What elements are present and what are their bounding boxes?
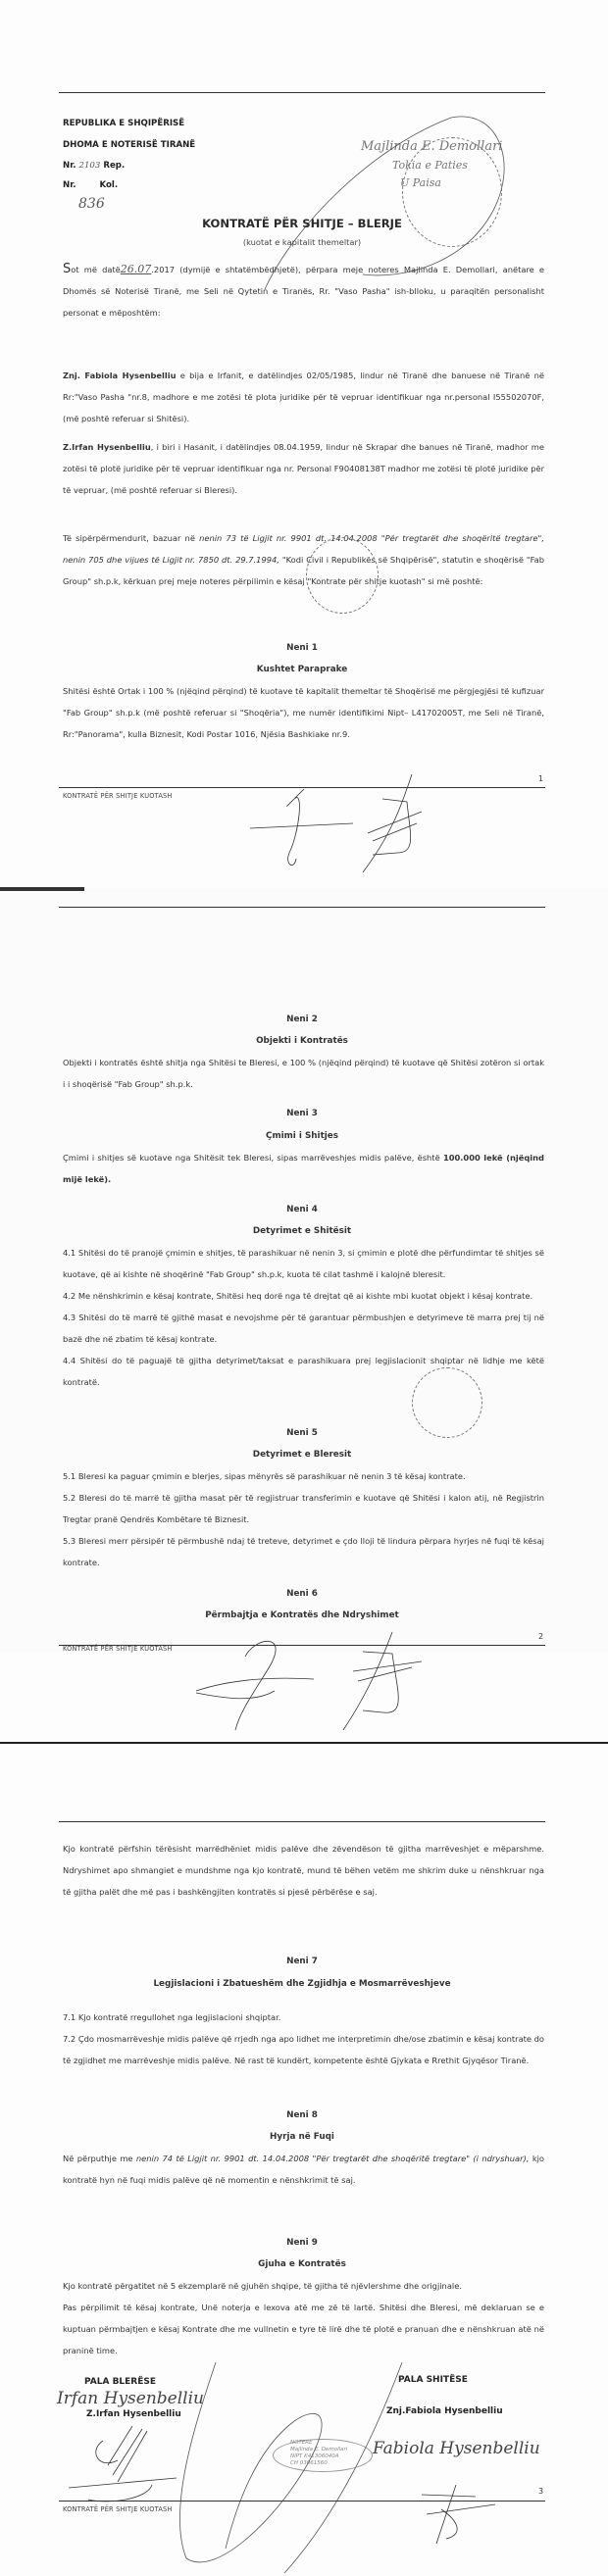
article-6-text: Kjo kontratë përfshin tërësisht marrëdhëniet midis palëve dhe zëvendëson të gjitha marrëveshjet e mëparshme. Ndryshimet apo shmangiet e mundshme nga kjo kontratë, mund të bëhen vetëm me shkrim duke u nënshkruar nga të gjitha palët dhe më pas i bashkëngjiten kontratës si pjesë përbërëse e saj.: [63, 1844, 544, 1897]
seller-name: Znj. Fabiola Hysenbelliu: [63, 371, 177, 380]
basis-post: "Kodi Civil i Republikës së Shqipërisë", statutin e shoqërisë "Fab Group" sh.p.k, kërkuan prej meje noteres përpilimin e kësaj "Kontrate për shitje kuotash" si më poshtë:: [63, 555, 544, 586]
article-1-text: Shitësi është Ortak i 100 % (njëqind përqind) të kuotave të kapitalit themeltar të Shoqërisë me përgjegjësi të kufizuar "Fab Group" sh.p.k (më poshtë referuar si "Shoqëria"), me numër identifikimi Nipt– L41702005T, me Seli në Tiranë, Rr:"Panorama", kulla Biznesit, Kodi Postar 1016, Njësia Bashkiake nr.9.: [63, 686, 544, 739]
stamp-line: Majlinda E. Demollari: [290, 2447, 348, 2452]
clause-4-4: 4.4 Shitësi do të paguajë të gjitha detyrimet/taksat e parashikuara prej legjislacionit shqiptar në lidhje me këtë kontratë.: [63, 1356, 544, 1387]
page-1: [0, 0, 608, 887]
stamp-line: NOTERE: [290, 2440, 313, 2446]
buyer-party-paragraph: [63, 436, 544, 501]
seller-initials: [417, 2485, 525, 2544]
legal-basis-paragraph: [63, 527, 544, 592]
article-9-number: Neni 9: [286, 2238, 318, 2248]
footer-rule: [59, 2501, 545, 2502]
article-7-text: [63, 2006, 544, 2071]
intro-post-date: .2017 (dymijë e shtatëmbëdhjetë), përpara meje noteres Majlinda E. Demollari, anëtare e Dhomës së Noterisë Tiranë, me Seli në Qytetin e Tiranës, Rr. "Vaso Pasha" ish-blloku, u paraqitën personalisht personat e mëposhtëm:: [63, 265, 545, 318]
buyer-name: Z.Irfan Hysenbelliu: [63, 442, 151, 452]
running-footer: KONTRATË PËR SHITJE KUOTASH: [63, 2505, 173, 2513]
art8-post: kjo kontratë hyn në fuqi midis palëve që në momentin e nënshkrimit të saj.: [63, 2154, 545, 2185]
clause-4-2: 4.2 Me nënshkrimin e kësaj kontrate, Shitësi heq dorë nga të drejtat që ai kishte mbi kuotat objekt i kësaj kontrate.: [63, 1291, 533, 1301]
article-2-text: Objekti i kontratës është shitja nga Shitësi te Bleresi, e 100 % (njëqind përqind) të kuotave që Shitësi zotëron si ortak i i shoqërisë "Fab Group" sh.p.k.: [63, 1058, 544, 1089]
article-5-title: Detyrimet e Bleresit: [252, 1450, 352, 1460]
article-8-text: [63, 2148, 544, 2191]
article-2-title: Objekti i Kontratës: [256, 1036, 348, 1046]
notary-signature-stroke: [137, 2362, 431, 2573]
buyer-handwritten-signature: Irfan Hysenbelliu: [57, 2389, 204, 2408]
article-8-title: Hyrja në Fuqi: [270, 2132, 334, 2142]
kol-handwritten: 836: [78, 196, 105, 212]
clause-5-3: 5.3 Bleresi merr përsipër të përmbushë ndaj të treteve, detyrimet e çdo lloji të lindura përpara hyrjes në fuqi të kësaj kontrate.: [63, 1536, 544, 1567]
page-edge: [0, 887, 84, 891]
kol-number: [63, 177, 118, 193]
page-number-3: 3: [538, 2487, 544, 2496]
article-5-text: [63, 1465, 544, 1573]
clause-5-1: 5.1 Bleresi ka paguar çmimin e blerjes, sipas mënyrës së parashikuar në nenin 3 të kësaj kontrate.: [63, 1471, 466, 1481]
intro-paragraph: [63, 259, 544, 323]
company-seal: [306, 537, 379, 614]
initials-signature-1: [235, 774, 431, 872]
kol-label: Kol.: [99, 180, 119, 190]
top-rule: [59, 1821, 545, 1822]
top-rule: [59, 907, 545, 908]
notary-stamp-line2: Tokia e Paties: [392, 159, 468, 172]
page-number-2: 2: [538, 1632, 544, 1641]
article-9-title: Gjuha e Kontratës: [258, 2259, 346, 2269]
art8-pre: Në përputhje me: [63, 2154, 136, 2163]
article-3-title: Çmimi i Shitjes: [266, 1131, 338, 1141]
notary-stamp-signature: Majlinda E. Demollari: [361, 139, 503, 154]
price-amount: 100.000 lekë (njëqind mijë lekë).: [63, 1153, 544, 1184]
article-1-number: Neni 1: [286, 643, 318, 653]
initials-signature-2: [186, 1632, 431, 1730]
art8-law: nenin 74 të Ligjit nr. 9901 dt. 14.04.2008 "Për tregtarët dhe shoqëritë tregtare" (i ndryshuar),: [135, 2154, 530, 2163]
article-1-title: Kushtet Paraprake: [256, 665, 348, 674]
page-edge: [0, 1742, 608, 1744]
document-title: KONTRATË PËR SHITJE – BLERJE: [202, 217, 402, 230]
article-3-number: Neni 3: [286, 1109, 318, 1118]
clause-4-3: 4.3 Shitësi do të marrë të gjithë masat e nevojshme për të garantuar përmbushjen e detyrimeve të marra prej tij në bazë dhe në zbatim të kësaj kontrate.: [63, 1313, 544, 1344]
stamp-line: NIPT K41306040A: [290, 2453, 339, 2459]
republic-heading: REPUBLIKA E SHQIPËRISË: [63, 119, 185, 128]
article-5-number: Neni 5: [286, 1428, 318, 1438]
basis-pre: Të sipërpërmendurit, bazuar në: [63, 533, 200, 543]
seller-details: e bija e Irfanit, e datëlindjes 02/05/1985, lindur në Tiranë dhe banuese në Tiranë në Rr:"Vaso Pasha "nr.8, madhore e me zotësi të plota juridike për të vepruar identifikuar nga nr.personal I55502070F, (më poshtë referuar si Shitësi).: [63, 371, 545, 423]
page-2: [0, 887, 608, 1652]
date-handwritten: 26.07: [120, 263, 152, 275]
article-8-number: Neni 8: [286, 2110, 318, 2120]
buyer-name: Z.Irfan Hysenbelliu: [86, 2409, 181, 2419]
top-rule: [59, 92, 545, 93]
stamp-line: CH 03061560: [290, 2460, 328, 2466]
article-3-text: [63, 1147, 544, 1190]
rep-label: Rep.: [103, 161, 126, 171]
clause-9-1: Kjo kontratë përgatitet në 5 ekzemplarë në gjuhën shqipe, të gjitha të njëvlershme dhe origjinale.: [63, 2281, 462, 2291]
clause-7-1: 7.1 Kjo kontratë rregullohet nga legjislacioni shqiptar.: [63, 2012, 281, 2022]
clause-4-1: 4.1 Shitësi do të pranojë çmimin e shitjes, të parashikuar në nenin 3, si çmimin e plotë dhe përfundimtar të shitjes së kuotave, që ai kishte në shoqërinë "Fab Group" sh.p.k, kuota të cilat tashmë i kalojnë bleresit.: [63, 1248, 544, 1279]
running-footer: KONTRATË PËR SHITJE KUOTASH: [63, 1645, 173, 1653]
intro-pre-date: ot më datë: [71, 265, 121, 274]
page-3: [0, 1645, 608, 2576]
document-subtitle: (kuotat e kapitalit themeltar): [242, 237, 362, 247]
nr-label: Nr.: [63, 180, 76, 190]
chamber-heading: DHOMA E NOTERISË TIRANË: [63, 140, 196, 150]
rep-handwritten: 2103: [78, 161, 101, 171]
seller-party-label: PALA SHITËSE: [398, 2375, 468, 2385]
clause-9-2: Pas përpilimit të kësaj kontrate, Unë noterja e lexova atë me zë të lartë. Shitësi dhe Bleresi, më deklaruan se e kuptuan përmbajtjen e kësaj Kontrate dhe me vullnetin e tyre të lirë dhe të plotë e pranuan dhe e nënshkruan atë në praninë time.: [63, 2303, 544, 2355]
nr-label: Nr.: [63, 161, 76, 171]
article-4-title: Detyrimet e Shitësit: [252, 1226, 352, 1236]
price-text: Çmimi i shitjes së kuotave nga Shitësit tek Bleresi, sipas marrëveshjes midis palëve, është: [63, 1153, 440, 1163]
article-7-title: Legjislacioni i Zbatueshëm dhe Zgjidhja e Mosmarrëveshjeve: [153, 1979, 451, 1989]
article-4-text: [63, 1242, 544, 1393]
article-9-text: [63, 2275, 544, 2361]
drop-cap: S: [63, 262, 72, 276]
article-6-number: Neni 6: [286, 1589, 318, 1599]
notary-stamp-line3: U Paisa: [400, 176, 441, 189]
clause-7-2: 7.2 Çdo mosmarrëveshje midis palëve që rrjedh nga apo lidhet me interpretimin dhe/ose zbatimin e kësaj kontrate do të zgjidhet me marrëveshje midis palëve. Në rast të kundërt, kompetente është Gjykata e Rrethit Gjyqësor Tiranë.: [63, 2034, 544, 2065]
article-6-title: Përmbajtja e Kontratës dhe Ndryshimet: [205, 1610, 399, 1620]
seller-name: Znj.Fabiola Hysenbelliu: [386, 2406, 503, 2416]
rep-number: [63, 158, 125, 173]
clause-5-2: 5.2 Bleresi do të marrë të gjitha masat për të regjistruar transferimin e kuotave që Shitësi i kalon atij, në Regjistrin Tregtar pranë Qendrës Kombëtare të Biznesit.: [63, 1493, 544, 1524]
seller-handwritten-signature: Fabiola Hysenbelliu: [373, 2439, 540, 2458]
article-4-number: Neni 4: [286, 1205, 318, 1214]
article-7-number: Neni 7: [286, 1957, 318, 1966]
buyer-party-label: PALA BLERËSE: [84, 2377, 157, 2387]
page-number-1: 1: [538, 774, 544, 783]
basis-law: nenin 73 të Ligjit nr. 9901 dt. 14.04.2008 "Për tregtarët dhe shoqëritë tregtare", nenin 705 dhe vijues të Ligjit nr. 7850 dt. 29.7.1994,: [63, 533, 544, 565]
article-2-number: Neni 2: [286, 1015, 318, 1024]
running-footer: KONTRATË PËR SHITJE KUOTASH: [63, 792, 173, 800]
seller-party-paragraph: [63, 365, 544, 429]
buyer-details: , i biri i Hasanit, i datëlindjes 08.04.1959, lindur në Skrapar dhe banues në Tiranë, madhor me zotësi të plotë juridike për të vepruar identifikuar nga nr. Personal F90408138T madhor me zotësi të plotë juridike për të vepruar, (më poshtë referuar si Bleresi).: [63, 442, 544, 495]
